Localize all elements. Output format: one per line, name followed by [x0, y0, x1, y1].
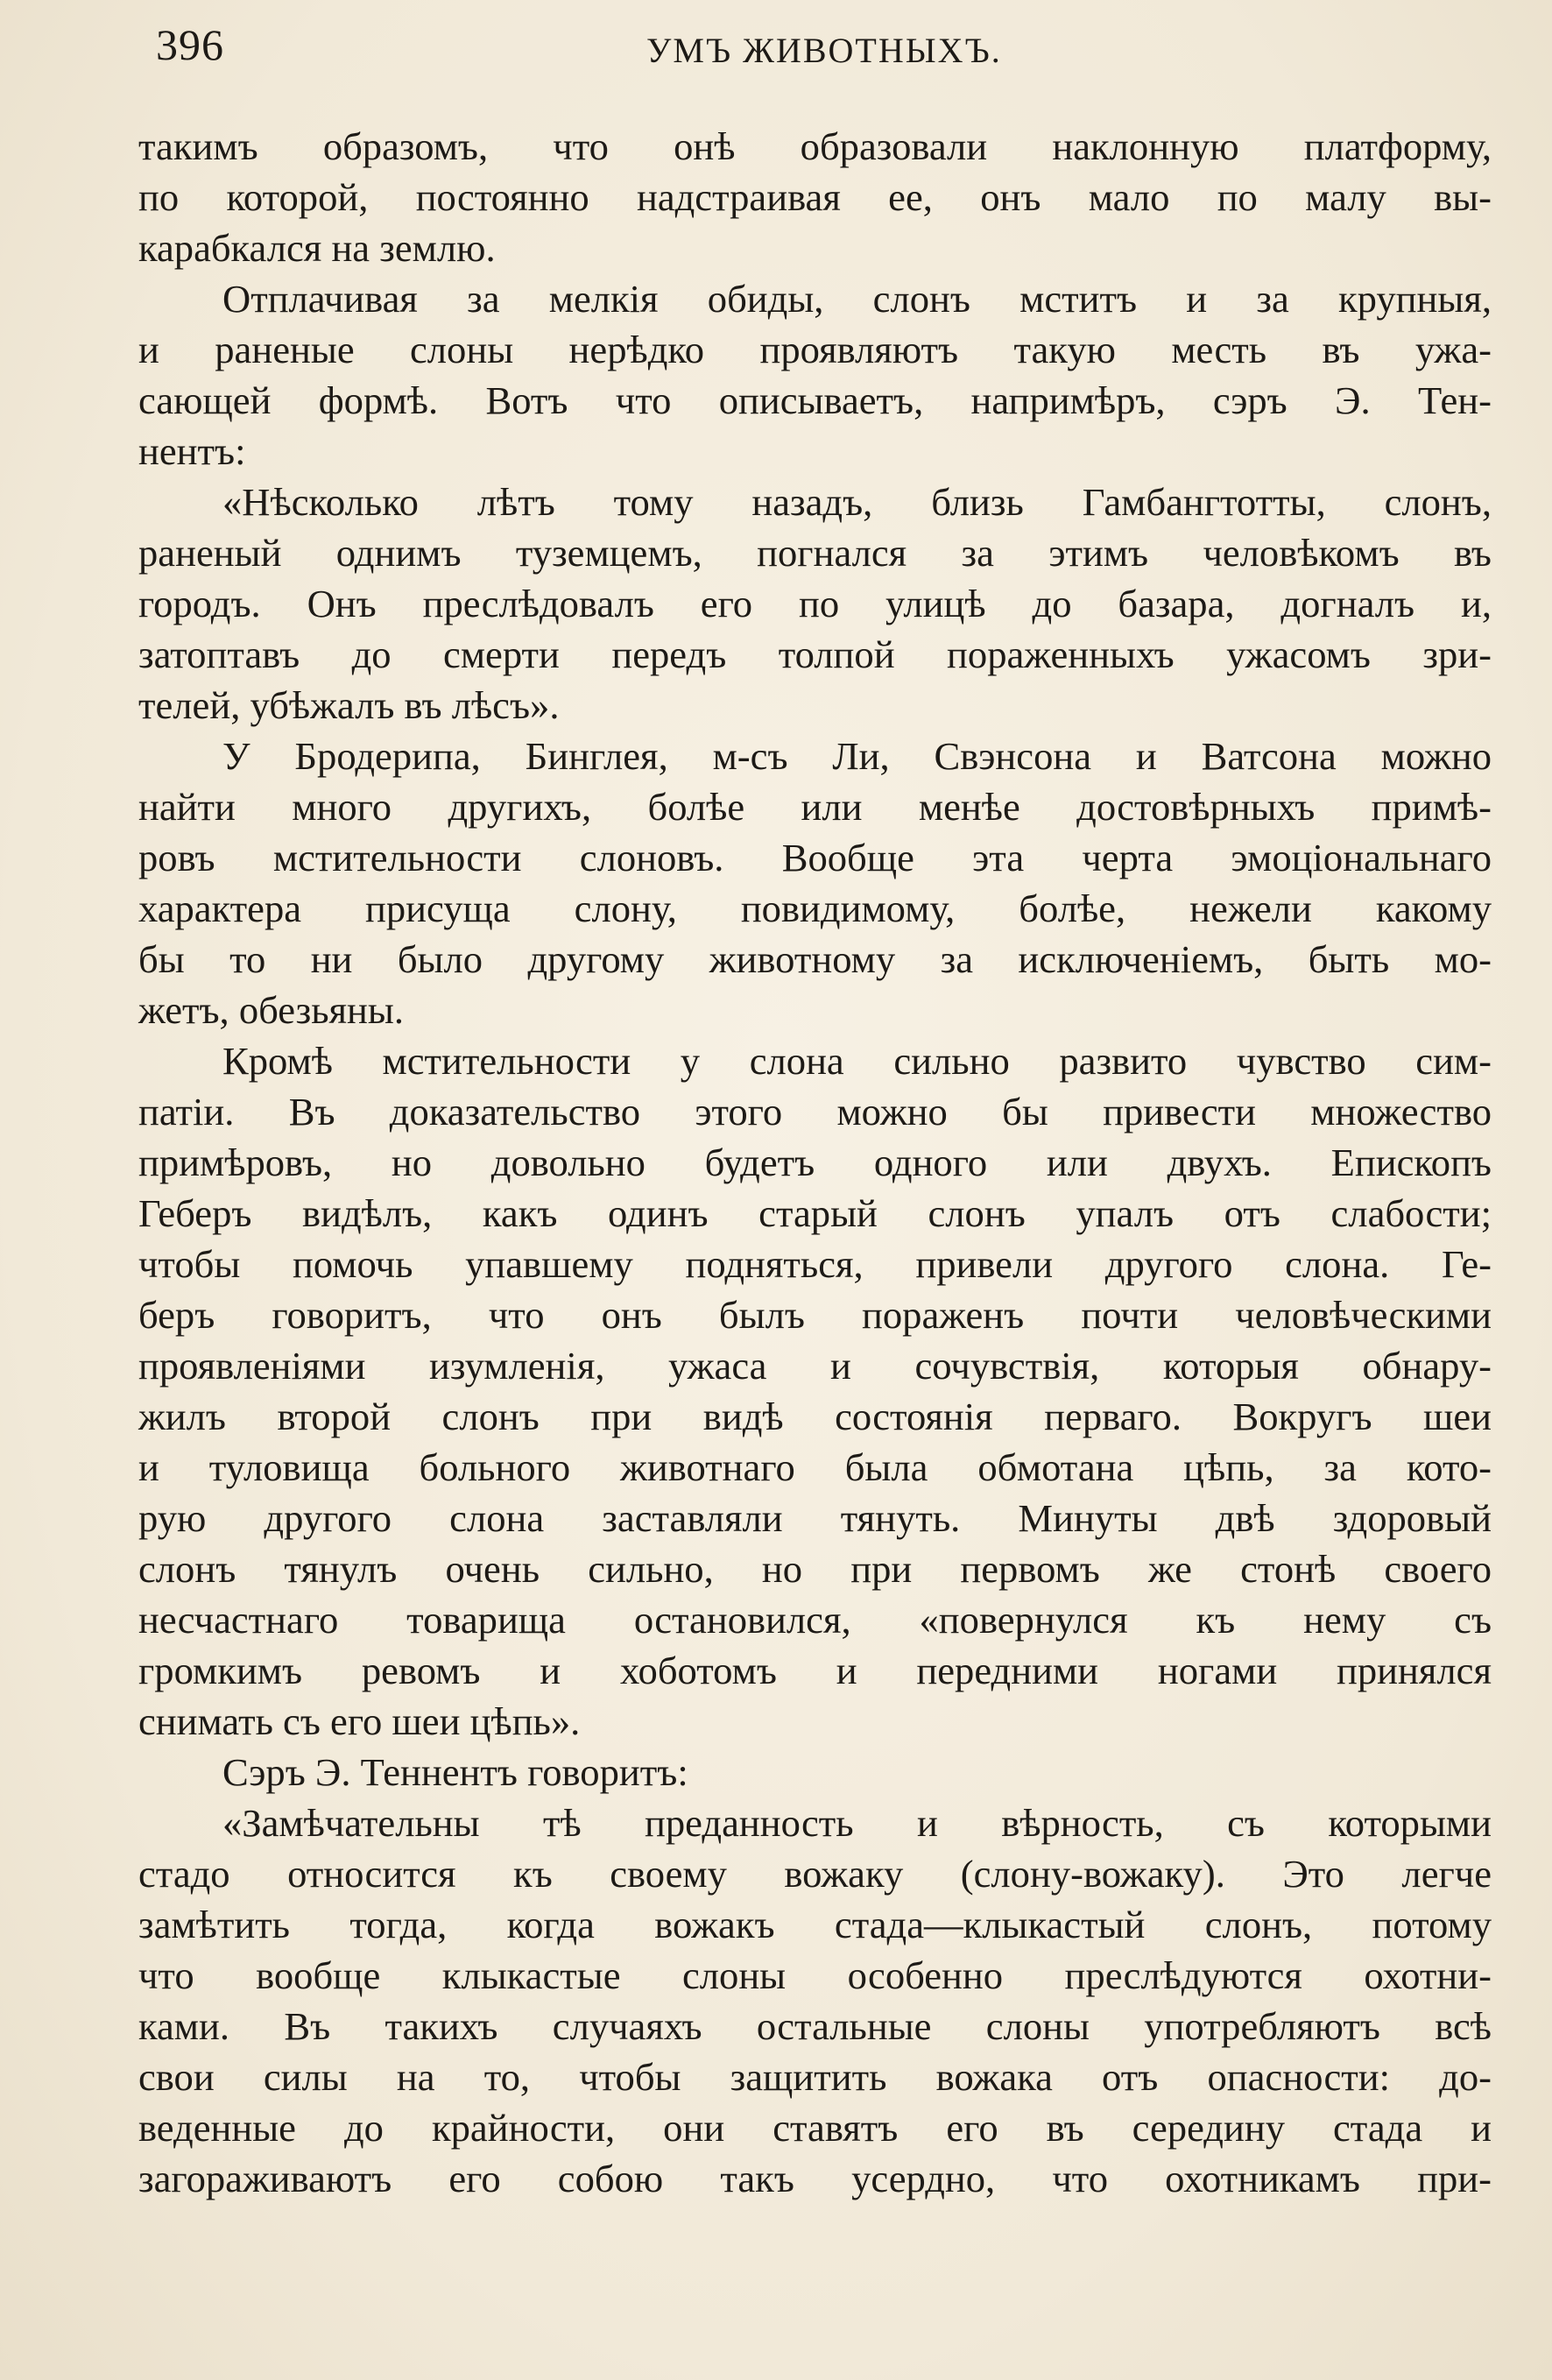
text-line: и раненые слоны нерѣдко проявляютъ такую месть въ ужа- [138, 328, 1492, 371]
page-number: 396 [156, 20, 224, 69]
text-line: несчастнаго товарища остановился, «повернулся къ нему съ [138, 1598, 1492, 1642]
text-line: карабкался на землю. [138, 226, 496, 270]
text-line: проявленіями изумленія, ужаса и сочувствія, которыя обнару- [138, 1344, 1492, 1388]
text-line: раненый однимъ туземцемъ, погнался за этимъ человѣкомъ въ [138, 531, 1492, 575]
text-line: жилъ второй слонъ при видѣ состоянія перваго. Вокругъ шеи [138, 1395, 1492, 1438]
text-line: и туловища больного животнаго была обмотана цѣпь, за кото- [138, 1445, 1492, 1489]
text-line: беръ говоритъ, что онъ былъ пораженъ почти человѣческими [138, 1293, 1492, 1337]
text-line: Геберъ видѣлъ, какъ одинъ старый слонъ упалъ отъ слабости; [138, 1191, 1492, 1235]
text-line: чтобы помочь упавшему подняться, привели другого слона. Ге- [138, 1242, 1492, 1286]
text-line: Кромѣ мстительности у слона сильно развито чувство сим- [222, 1039, 1492, 1083]
text-line: Отплачивая за мелкія обиды, слонъ мститъ и за крупныя, [222, 277, 1492, 321]
text-line: Сэръ Э. Теннентъ говоритъ: [222, 1750, 688, 1794]
text-line: бы то ни было другому животному за исключеніемъ, быть мо- [138, 937, 1492, 981]
text-line: патіи. Въ доказательство этого можно бы привести множество [138, 1090, 1492, 1134]
paragraph [138, 731, 1492, 1035]
paragraph [138, 121, 1492, 273]
text-line: громкимъ ревомъ и хоботомъ и передними ногами принялся [138, 1649, 1492, 1692]
text-line: характера присуща слону, повидимому, болѣе, нежели какому [138, 886, 1492, 930]
text-line: загораживаютъ его собою такъ усердно, что охотникамъ при- [138, 2157, 1492, 2200]
text-line: нентъ: [138, 429, 246, 473]
paragraph [138, 273, 1492, 477]
text-line: жетъ, обезьяны. [138, 988, 405, 1032]
text-line: городъ. Онъ преслѣдовалъ его по улицѣ до базара, догналъ и, [138, 582, 1492, 625]
text-line: ками. Въ такихъ случаяхъ остальные слоны употребляютъ всѣ [138, 2004, 1492, 2048]
text-line: свои силы на то, чтобы защитить вожака отъ опасности: до- [138, 2055, 1492, 2099]
text-line: стадо относится къ своему вожаку (слону-вожаку). Это легче [138, 1852, 1492, 1896]
text-line: телей, убѣжалъ въ лѣсъ». [138, 683, 560, 727]
text-line: что вообще клыкастые слоны особенно преслѣдуются охотни- [138, 1953, 1492, 1997]
text-line: слонъ тянулъ очень сильно, но при первомъ же стонѣ своего [138, 1547, 1492, 1591]
text-line: рую другого слона заставляли тянуть. Минуты двѣ здоровый [138, 1496, 1492, 1540]
text-line: по которой, постоянно надстраивая ее, онъ мало по малу вы- [138, 175, 1492, 219]
text-line: затоптавъ до смерти передъ толпой пораженныхъ ужасомъ зри- [138, 632, 1492, 676]
text-line: примѣровъ, но довольно будетъ одного или двухъ. Епископъ [138, 1141, 1492, 1184]
body-text [138, 121, 1492, 2204]
running-title: УМЪ ЖИВОТНЫХЪ. [646, 31, 1002, 70]
paragraph [138, 1797, 1492, 2204]
text-line: такимъ образомъ, что онѣ образовали наклонную платформу, [138, 124, 1492, 168]
text-line: снимать съ его шеи цѣпь». [138, 1699, 581, 1743]
paragraph [138, 1747, 1492, 1797]
paragraph [138, 1035, 1492, 1747]
text-line: ровъ мстительности слоновъ. Вообще эта черта эмоціональнаго [138, 836, 1492, 879]
text-line: сающей формѣ. Вотъ что описываетъ, напримѣръ, сэръ Э. Тен- [138, 378, 1492, 422]
text-line: «Замѣчательны тѣ преданность и вѣрность, съ которыми [222, 1801, 1492, 1845]
paragraph [138, 477, 1492, 731]
text-line: найти много другихъ, болѣе или менѣе достовѣрныхъ примѣ- [138, 785, 1492, 829]
page-header [156, 19, 1496, 81]
text-line: У Бродерипа, Бинглея, м-съ Ли, Свэнсона и Ватсона можно [222, 734, 1492, 778]
text-line: «Нѣсколько лѣтъ тому назадъ, близь Гамбангтотты, слонъ, [222, 480, 1492, 524]
text-line: замѣтить тогда, когда вожакъ стада—клыкастый слонъ, потому [138, 1903, 1492, 1946]
text-line: веденные до крайности, они ставятъ его въ середину стада и [138, 2106, 1492, 2150]
